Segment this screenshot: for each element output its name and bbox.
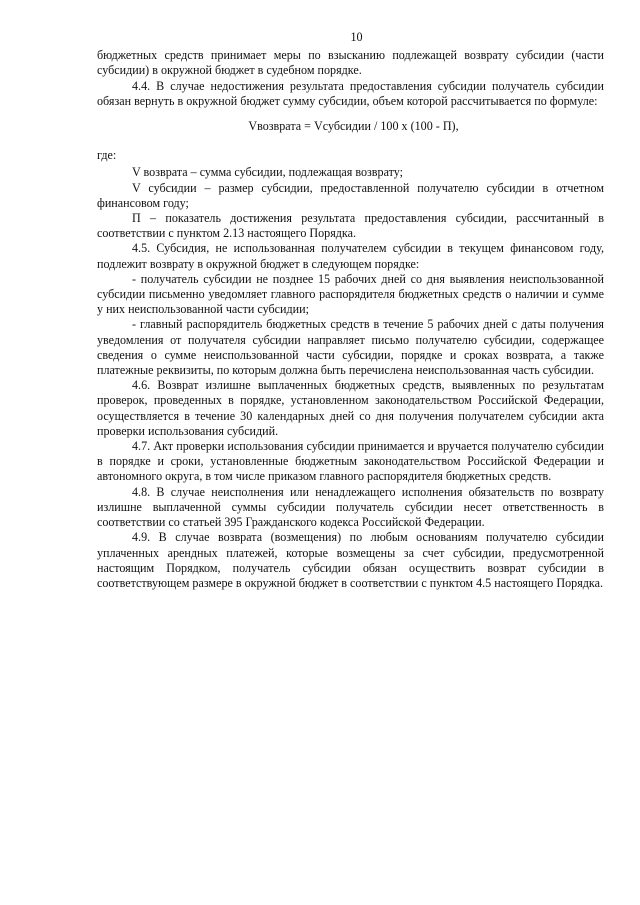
page-number: 10: [350, 30, 363, 44]
paragraph-continuation: бюджетных средств принимает меры по взысканию подлежащей возврату субсидии (части субсидии) в окружной бюджет в судебном порядке.: [97, 48, 604, 78]
definition-v-refund: V возврата – сумма субсидии, подлежащая возврату;: [132, 165, 403, 180]
paragraph-4-8: 4.8. В случае неисполнения или ненадлежащего исполнения обязательств по возврату излишне выплаченной суммы субсидии получатель субсидии несет ответственность в соответствии со статьей 395 Гражданского кодекса Российской Федерации.: [97, 484, 604, 530]
paragraph-4-9: 4.9. В случае возврата (возмещения) по любым основаниям получателю субсидии уплаченных арендных платежей, которые возмещены за счет субсидии, предусмотренной настоящим Порядком, получатель субсидии обязан осуществить возврат субсидии в соответствующем размере в окружной бюджет в соответствии с пунктом 4.5 настоящего Порядка.: [97, 530, 604, 590]
paragraph-4-7: 4.7. Акт проверки использования субсидии принимается и вручается получателю субсидии в порядке и сроки, установленные бюджетным законодательством Российской Федерации и автономного округа, в том числе приказом главного распорядителя бюджетных средств.: [97, 439, 604, 484]
list-item-recipient-notice: - получатель субсидии не позднее 15 рабочих дней со дня выявления неиспользованной субсидии письменно уведомляет главного распорядителя бюджетных средств о наличии и сумме у них неиспользованной части субсидии;: [97, 271, 604, 317]
refund-formula: Vвозврата = Vсубсидии / 100 x (100 - П),: [248, 119, 459, 134]
paragraph-4-4: 4.4. В случае недостижения результата предоставления субсидии получатель субсидии обязан вернуть в окружной бюджет сумму субсидии, объем которой рассчитывается по формуле:: [97, 78, 604, 108]
definition-p-indicator: П – показатель достижения результата предоставления субсидии, рассчитанный в соответствии с пунктом 2.13 настоящего Порядка.: [97, 211, 604, 241]
list-item-distributor-letter: - главный распорядитель бюджетных средств в течение 5 рабочих дней с даты получения уведомления от получателя субсидии направляет письмо получателю субсидии, содержащее сведения о сумме неиспользованной части субсидии, порядке и сроках возврата, а также платежные реквизиты, по которым должна быть перечислена неиспользованная часть субсидии.: [97, 317, 604, 378]
definition-v-subsidy: V субсидии – размер субсидии, предоставленной получателю субсидии в отчетном финансовом году;: [97, 180, 604, 210]
where-label: где:: [97, 148, 117, 163]
paragraph-4-5: 4.5. Субсидия, не использованная получателем субсидии в текущем финансовом году, подлежит возврату в окружной бюджет в следующем порядке:: [97, 241, 604, 271]
paragraph-4-6: 4.6. Возврат излишне выплаченных бюджетных средств, выявленных по результатам проверок, проведенных в порядке, установленном законодательством Российской Федерации, осуществляется в течение 30 календарных дней со дня получения получателем субсидии акта проверки использования субсидий.: [97, 378, 604, 438]
